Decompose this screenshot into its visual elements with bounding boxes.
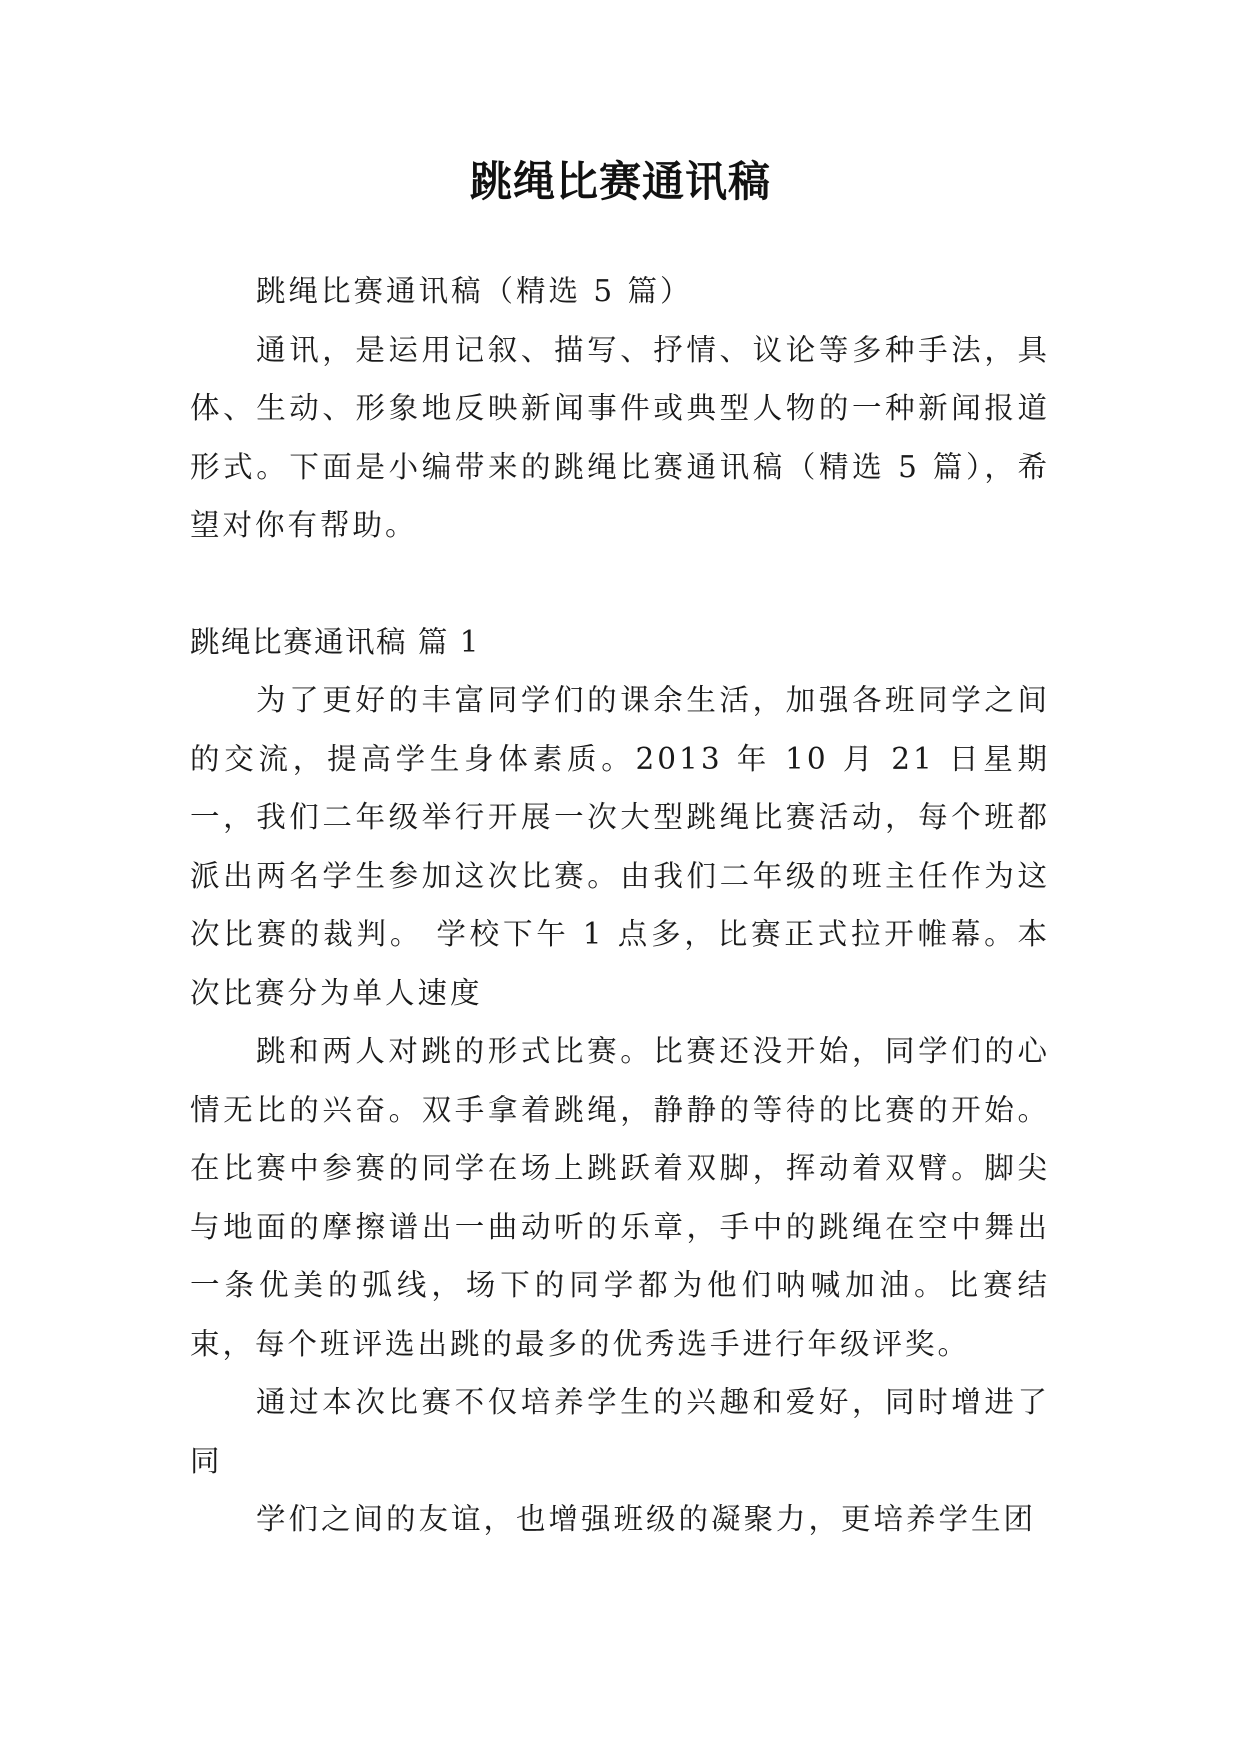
- document-title: 跳绳比赛通讯稿: [469, 157, 771, 206]
- body-paragraph: 跳和两人对跳的形式比赛。比赛还没开始，同学们的心情无比的兴奋。双手拿着跳绳，静静的等待的比赛的开始。在比赛中参赛的同学在场上跳跃着双脚，挥动着双臂。脚尖与地面的摩擦谱出一曲动听的乐章，手中的跳绳在空中舞出一条优美的弧线，场下的同学都为他们呐喊加油。比赛结束，每个班评选出跳的最多的优秀选手进行年级评奖。: [190, 1034, 1050, 1361]
- body-paragraph: 为了更好的丰富同学们的课余生活，加强各班同学之间的交流，提高学生身体素质。2013 年 10 月 21 日星期一，我们二年级举行开展一次大型跳绳比赛活动，每个班都派出两名学生参加这次比赛。由我们二年级的班主任作为这次比赛的裁判。 学校下午 1 点多，比赛正式拉开帷幕。本次比赛分为单人速度: [190, 683, 1050, 1010]
- body-paragraph: 学们之间的友谊，也增强班级的凝聚力，更培养学生团: [256, 1502, 1037, 1536]
- document-body: [190, 262, 1050, 1549]
- body-paragraph: 通过本次比赛不仅培养学生的兴趣和爱好，同时增进了同: [190, 1385, 1050, 1478]
- section-heading: 跳绳比赛通讯稿 篇 1: [190, 624, 481, 659]
- intro-paragraph: 通讯，是运用记叙、描写、抒情、议论等多种手法，具体、生动、形象地反映新闻事件或典型人物的一种新闻报道形式。下面是小编带来的跳绳比赛通讯稿（精选 5 篇），希望对你有帮助。: [190, 332, 1050, 542]
- document-subtitle: 跳绳比赛通讯稿（精选 5 篇）: [256, 274, 693, 308]
